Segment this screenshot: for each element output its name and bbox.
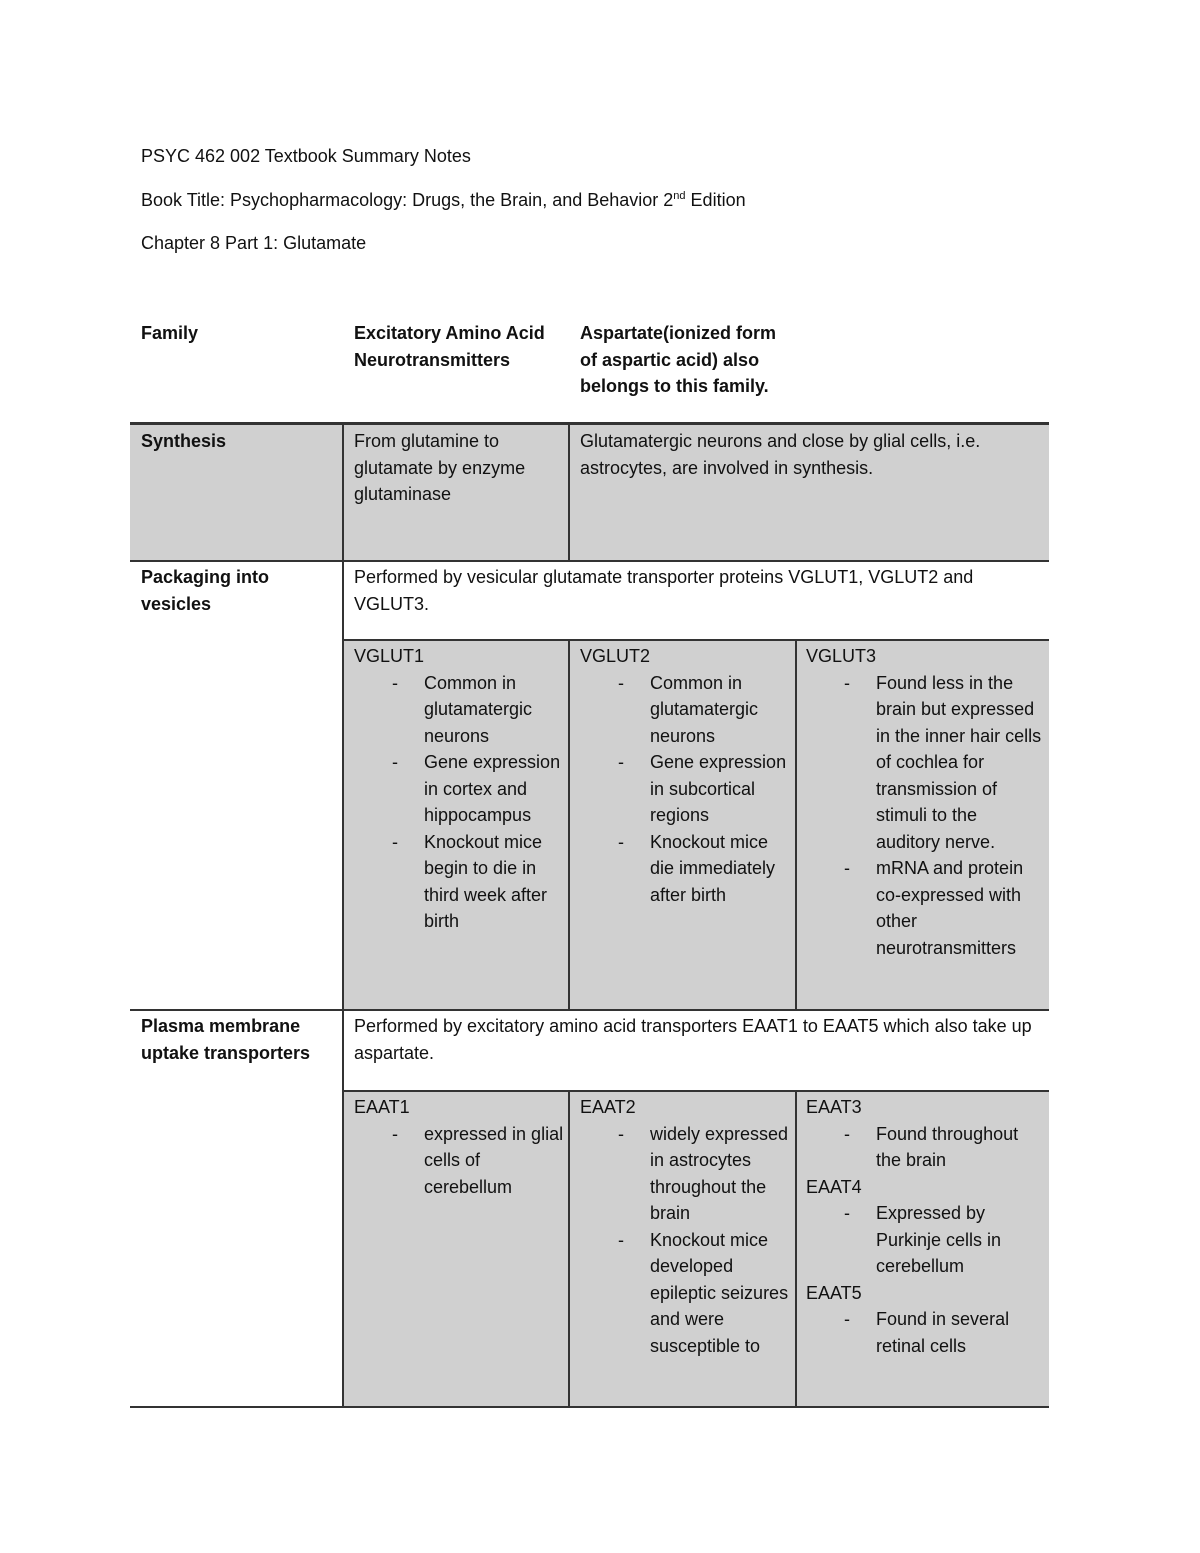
rule-table-bottom [130,1406,1049,1408]
vglut2-cell [580,643,792,908]
eaat3-5-cell [806,1094,1046,1359]
eaat2-cell [580,1094,792,1359]
family-label: Family [141,323,199,343]
eaat1-cell [354,1094,566,1200]
list-item: - Common in glutamatergic neurons [580,670,792,750]
list-item: - Knockout mice die immediately after birth [580,829,792,909]
rule-col2-right-eaat [568,1091,570,1407]
vglut1-title: VGLUT1 [354,646,425,666]
list-item: - Knockout mice begin to die in third week after birth [354,829,566,935]
vglut3-title: VGLUT3 [806,646,877,666]
list-item: - Knockout mice developed epileptic seizures and were susceptible to [580,1227,792,1360]
uptake-label: Plasma membrane uptake transporters [141,1016,311,1063]
rule-col3-right-eaat [795,1091,797,1407]
rule-col1-right [342,424,344,1407]
list-item: - Gene expression in cortex and hippocampus [354,749,566,829]
list-item: - mRNA and protein co-expressed with other neurotransmitters [806,855,1046,961]
eaat2-title: EAAT2 [580,1097,636,1117]
book-title-prefix: Book Title: Psychopharmacology: Drugs, the Brain, and Behavior 2 [141,190,674,210]
book-title [141,187,746,214]
list-item: - Found less in the brain but expressed in the inner hair cells of cochlea for transmission of stimuli to the auditory nerve. [806,670,1046,856]
rule-col2-right-vglut [568,640,570,1010]
eaat4-title: EAAT4 [806,1176,862,1197]
rule-under-packaging-summary [343,639,1049,641]
list-item: - expressed in glial cells of cerebellum [354,1121,566,1201]
course-title: PSYC 462 002 Textbook Summary Notes [141,146,471,166]
uptake-summary: Performed by excitatory amino acid transporters EAAT1 to EAAT5 which also take up aspartate. [354,1016,1032,1063]
list-item: - Found throughout the brain [806,1121,1046,1174]
vglut2-title: VGLUT2 [580,646,651,666]
list-item: - Found in several retinal cells [806,1306,1046,1359]
rule-under-uptake-summary [343,1090,1049,1092]
vglut1-cell [354,643,566,935]
rule-under-family [130,422,1049,425]
list-item: - Expressed by Purkinje cells in cerebellum [806,1200,1046,1280]
vglut2-list [580,670,792,909]
vglut3-cell [806,643,1046,961]
synthesis-cells: Glutamatergic neurons and close by glial cells, i.e. astrocytes, are involved in synthesis. [580,431,981,478]
packaging-label: Packaging into vesicles [141,567,270,614]
family-name: Excitatory Amino Acid Neurotransmitters [354,323,545,370]
synthesis-enzyme: From glutamine to glutamate by enzyme glutaminase [354,431,526,504]
eaat1-title: EAAT1 [354,1097,410,1117]
eaat3-list [806,1121,1046,1174]
eaat1-list [354,1121,566,1201]
packaging-summary: Performed by vesicular glutamate transporter proteins VGLUT1, VGLUT2 and VGLUT3. [354,567,974,614]
eaat5-list [806,1306,1046,1359]
rule-under-packaging [130,1009,1049,1011]
book-title-suffix: Edition [685,190,746,210]
synthesis-label: Synthesis [141,431,227,451]
vglut1-list [354,670,566,935]
list-item: - Gene expression in subcortical regions [580,749,792,829]
rule-col2-right-synthesis [568,424,570,561]
eaat2-list [580,1121,792,1360]
eaat3-title: EAAT3 [806,1097,862,1117]
vglut3-list [806,670,1046,962]
rule-under-synthesis [130,560,1049,562]
rule-col3-right-vglut [795,640,797,1010]
eaat4-list [806,1200,1046,1280]
list-item: - Common in glutamatergic neurons [354,670,566,750]
list-item: - widely expressed in astrocytes throughout the brain [580,1121,792,1227]
book-title-superscript: nd [673,190,686,202]
chapter-title: Chapter 8 Part 1: Glutamate [141,233,367,253]
family-aspartate-note: Aspartate(ionized form of aspartic acid) also belongs to this family. [580,323,777,396]
eaat5-title: EAAT5 [806,1282,862,1303]
